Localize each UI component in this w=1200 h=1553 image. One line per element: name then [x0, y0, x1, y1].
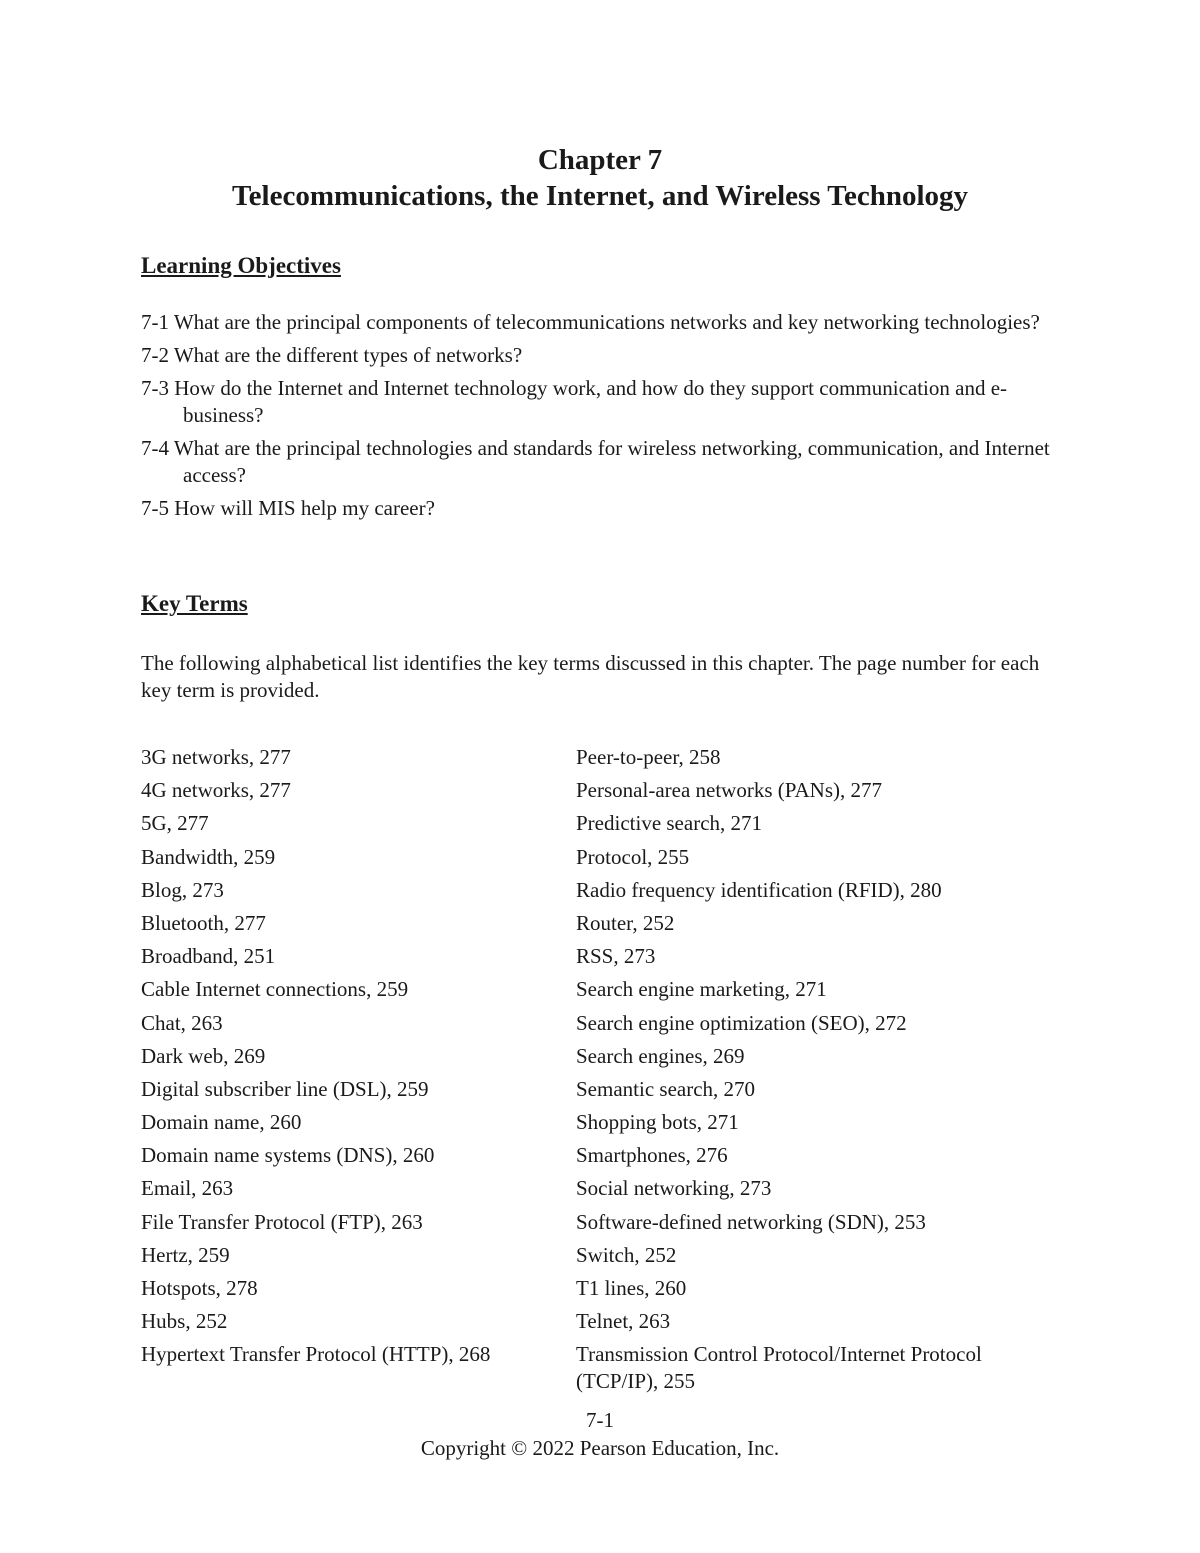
key-term-item: Search engines, 269	[576, 1043, 745, 1068]
key-term-item: T1 lines, 260	[576, 1276, 687, 1300]
key-term-item: Predictive search, 271	[576, 811, 763, 836]
key-term-item: Peer-to-peer, 258	[576, 745, 721, 769]
key-term-item: Telnet, 263	[576, 1309, 671, 1334]
key-term-item: Dark web, 269	[141, 1043, 266, 1068]
objective-item: 7-1 What are the principal components of telecommunications networks and key networking technologies?	[141, 310, 1040, 334]
key-term-item: Semantic search, 270	[576, 1076, 756, 1101]
key-term-item: Personal-area networks (PANs), 277	[576, 778, 882, 803]
key-term-item: Bandwidth, 259	[141, 844, 276, 869]
key-term-item: Blog, 273	[141, 877, 224, 902]
key-term-item: Router, 252	[576, 910, 675, 935]
key-term-item: RSS, 273	[576, 944, 656, 969]
page-footer	[0, 1406, 1200, 1462]
chapter-number: Chapter 7	[537, 144, 663, 176]
key-term-item: Radio frequency identification (RFID), 280	[576, 877, 942, 902]
key-term-item: Social networking, 273	[576, 1176, 772, 1201]
key-term-item: Cable Internet connections, 259	[141, 977, 409, 1002]
key-term-item: Switch, 252	[576, 1242, 677, 1267]
key-term-item: Hubs, 252	[141, 1309, 228, 1334]
copyright-notice: Copyright © 2022 Pearson Education, Inc.	[420, 1436, 780, 1460]
key-term-item: Software-defined networking (SDN), 253	[576, 1209, 926, 1234]
key-term-item: Domain name systems (DNS), 260	[141, 1143, 435, 1168]
key-terms-right-column	[576, 744, 1056, 1402]
key-term-item: Smartphones, 276	[576, 1143, 728, 1168]
key-term-item: Protocol, 255	[576, 844, 690, 869]
key-term-item: Digital subscriber line (DSL), 259	[141, 1076, 429, 1101]
key-term-item: Search engine optimization (SEO), 272	[576, 1010, 907, 1035]
objective-item: 7-2 What are the different types of networks?	[141, 343, 523, 367]
key-term-item: Chat, 263	[141, 1010, 223, 1035]
learning-objectives-list	[141, 309, 1071, 528]
key-term-item: File Transfer Protocol (FTP), 263	[141, 1209, 423, 1234]
key-term-item: Hertz, 259	[141, 1242, 230, 1267]
key-term-item: Bluetooth, 277	[141, 910, 266, 935]
objective-item: 7-3 How do the Internet and Internet technology work, and how do they support communication and e-business?	[141, 376, 1008, 427]
key-term-item: 3G networks, 277	[141, 745, 291, 769]
key-term-item: Email, 263	[141, 1176, 234, 1201]
key-term-item: Hotspots, 278	[141, 1276, 258, 1300]
key-term-item: Domain name, 260	[141, 1110, 302, 1135]
key-terms-left-column	[141, 744, 561, 1375]
key-term-item: Transmission Control Protocol/Internet Protocol (TCP/IP), 255	[576, 1342, 982, 1394]
key-terms-heading: Key Terms	[141, 591, 248, 616]
key-term-item: Broadband, 251	[141, 944, 276, 969]
chapter-title: Telecommunications, the Internet, and Wireless Technology	[231, 180, 969, 212]
key-term-item: Shopping bots, 271	[576, 1110, 739, 1135]
page-number: 7-1	[586, 1408, 614, 1432]
key-term-item: Search engine marketing, 271	[576, 977, 827, 1002]
key-terms-intro: The following alphabetical list identifies the key terms discussed in this chapter. The page number for each key term is provided.	[141, 651, 1040, 702]
key-term-item: Hypertext Transfer Protocol (HTTP), 268	[141, 1342, 491, 1367]
chapter-header	[0, 142, 1200, 214]
learning-objectives-heading: Learning Objectives	[141, 253, 341, 278]
objective-item: 7-4 What are the principal technologies and standards for wireless networking, communication, and Internet access?	[141, 436, 1050, 487]
objective-item: 7-5 How will MIS help my career?	[141, 496, 435, 520]
key-term-item: 4G networks, 277	[141, 778, 291, 803]
key-term-item: 5G, 277	[141, 811, 209, 836]
